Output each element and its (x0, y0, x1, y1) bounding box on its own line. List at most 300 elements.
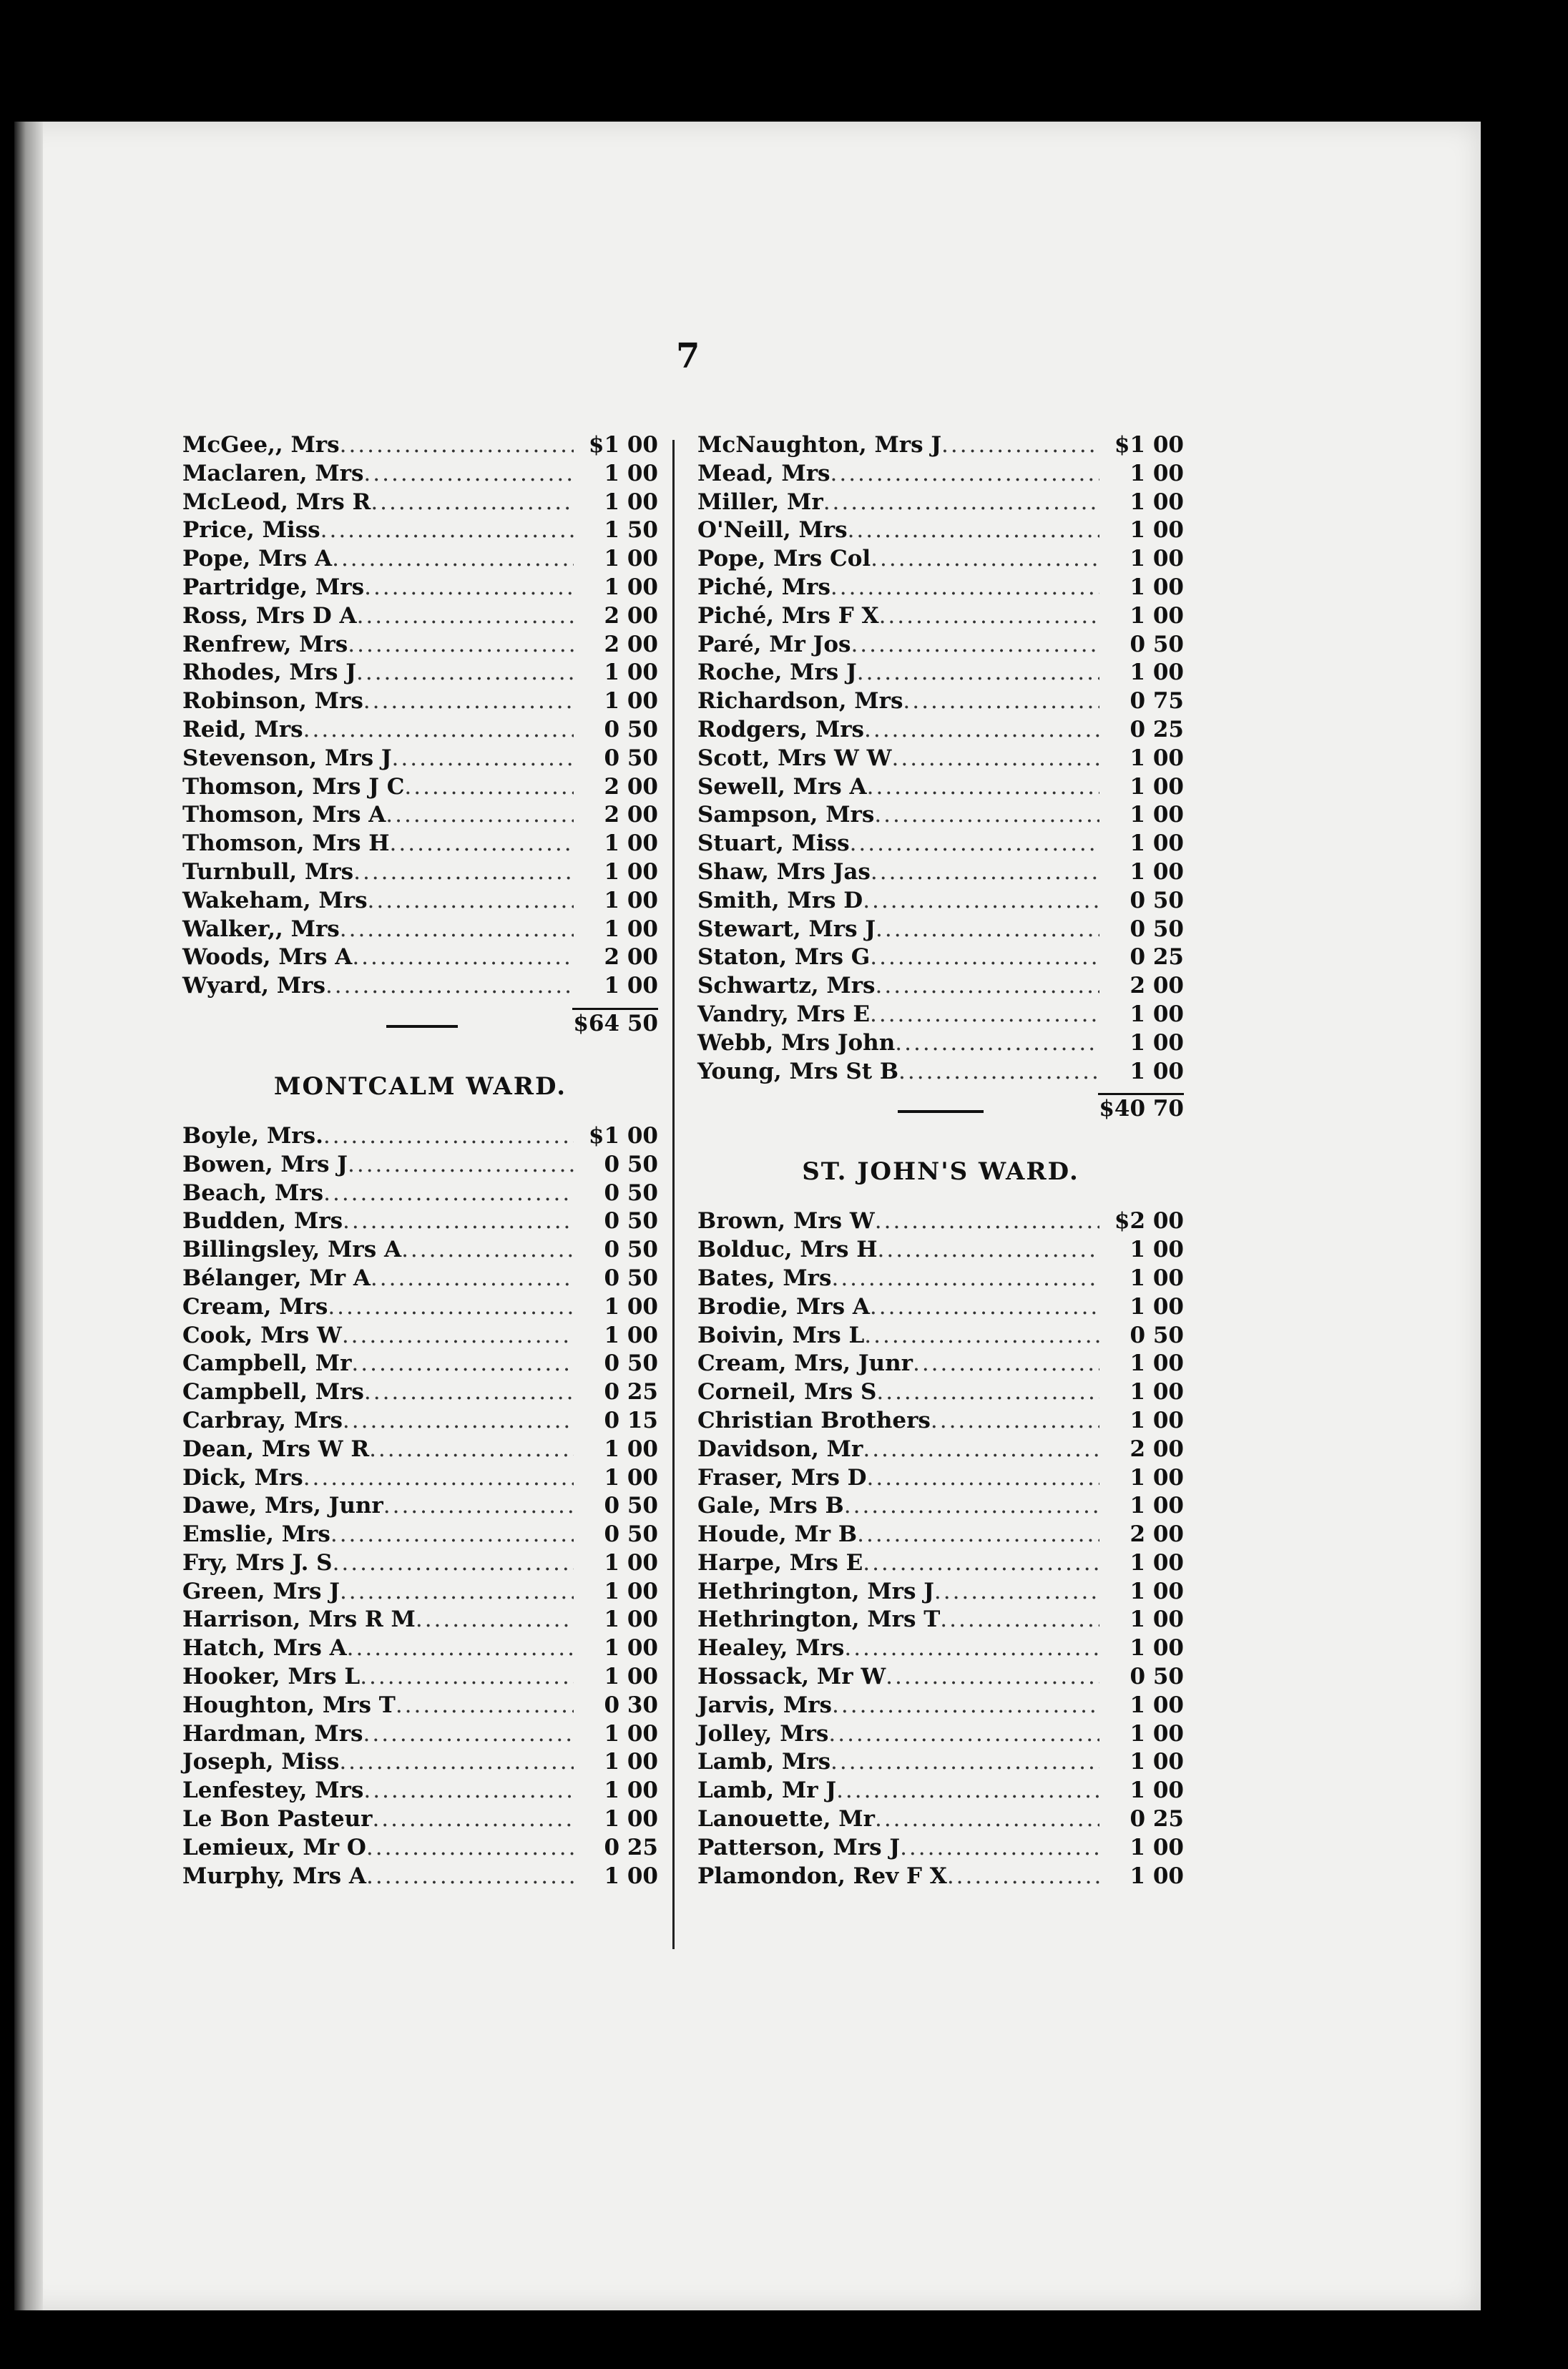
leader-dots (876, 1378, 1099, 1407)
list-entry (697, 1322, 1184, 1350)
entry-name: Murphy, Mrs A (182, 1863, 366, 1889)
list-entry (697, 916, 1184, 944)
leader-dots (343, 1407, 574, 1436)
entry-amount: 1 00 (604, 858, 658, 885)
list-entry (697, 1236, 1184, 1265)
entry-amount: 1 00 (1130, 1607, 1184, 1633)
entry-name: Rodgers, Mrs (697, 716, 864, 742)
entry-amount: 2 00 (604, 802, 658, 828)
list-entry (697, 972, 1184, 1001)
entry-name: Lamb, Mrs (697, 1749, 831, 1775)
list-entry (697, 1663, 1184, 1692)
total-rule (1098, 1093, 1184, 1095)
list-entry (182, 716, 658, 745)
leader-dots (320, 516, 574, 545)
leader-dots (871, 545, 1099, 574)
leader-dots (828, 1720, 1099, 1749)
entry-amount: 1 00 (1130, 574, 1184, 600)
entry-name: Gale, Mrs B (697, 1493, 844, 1519)
list-entry (182, 1692, 658, 1720)
entry-name: Campbell, Mrs (182, 1379, 364, 1406)
entry-name: Bélanger, Mr A (182, 1265, 371, 1291)
entry-amount: 1 00 (1130, 1863, 1184, 1889)
entry-name: Staton, Mrs G (697, 944, 871, 971)
entry-name: Emslie, Mrs (182, 1521, 330, 1548)
entry-amount: 0 50 (1130, 887, 1184, 913)
entry-name: Piché, Mrs (697, 574, 830, 600)
leader-dots (875, 1207, 1099, 1236)
list-entry (697, 1407, 1184, 1436)
entry-name: Pope, Mrs A (182, 546, 333, 572)
entry-name: Sewell, Mrs A (697, 773, 867, 800)
entry-amount: 1 00 (604, 916, 658, 942)
entry-amount: 0 25 (604, 1834, 658, 1860)
entry-amount: 1 00 (604, 1436, 658, 1462)
list-entry (182, 659, 658, 687)
list-entry (697, 489, 1184, 517)
entry-name: Harpe, Mrs E (697, 1549, 863, 1576)
list-entry (182, 773, 658, 802)
entry-amount: 1 00 (1130, 1749, 1184, 1775)
leader-dots (913, 1350, 1099, 1378)
entry-name: Corneil, Mrs S (697, 1379, 877, 1406)
entry-amount: 0 50 (604, 1493, 658, 1519)
entry-amount: 0 50 (604, 1151, 658, 1177)
entry-name: Le Bon Pasteur (182, 1806, 373, 1833)
entry-amount: 0 50 (604, 1521, 658, 1548)
entry-amount: 2 00 (1130, 973, 1184, 999)
entry-amount: 1 00 (604, 1322, 658, 1348)
list-entry (182, 516, 658, 545)
entry-name: Harrison, Mrs R M (182, 1607, 416, 1633)
list-entry (697, 1834, 1184, 1863)
right-section1-total: $40 70 (1099, 1096, 1184, 1122)
list-entry (182, 489, 658, 517)
entry-name: Shaw, Mrs Jas (697, 858, 871, 885)
entry-amount: 1 00 (1130, 1265, 1184, 1291)
leader-dots (416, 1606, 574, 1634)
entry-amount: 1 00 (604, 1806, 658, 1833)
entry-amount: 2 00 (1130, 1521, 1184, 1548)
leader-dots (895, 1029, 1099, 1058)
st-johns-ward-heading: ST. JOHN'S WARD. (802, 1157, 1079, 1187)
leader-dots (874, 801, 1099, 830)
list-entry (697, 1692, 1184, 1720)
entry-amount: 0 50 (604, 745, 658, 771)
entry-name: Brodie, Mrs A (697, 1293, 870, 1320)
entry-name: Hooker, Mrs L (182, 1664, 361, 1690)
leader-dots (830, 1748, 1099, 1777)
entry-name: Houghton, Mrs T (182, 1692, 396, 1718)
entry-amount: 1 00 (1130, 1350, 1184, 1377)
entry-name: Bowen, Mrs J (182, 1151, 348, 1177)
leader-dots (947, 1863, 1099, 1891)
list-entry (697, 1720, 1184, 1749)
entry-name: Brown, Mrs W (697, 1208, 875, 1235)
entry-amount: 0 50 (1130, 916, 1184, 942)
leader-dots (864, 1322, 1099, 1350)
list-entry (182, 916, 658, 944)
entry-name: Lamb, Mr J (697, 1777, 837, 1804)
list-entry (182, 1748, 658, 1777)
leader-dots (850, 830, 1099, 858)
entry-amount: 1 00 (604, 489, 658, 515)
entry-amount: 1 00 (1130, 1635, 1184, 1662)
entry-amount: 1 00 (1130, 1834, 1184, 1860)
entry-amount: 0 50 (604, 1350, 658, 1377)
entry-amount: 1 00 (1130, 1029, 1184, 1056)
entry-amount: 1 00 (604, 1635, 658, 1662)
leader-dots (363, 1777, 574, 1805)
list-entry (182, 1606, 658, 1634)
list-entry (697, 801, 1184, 830)
list-entry (182, 943, 658, 972)
entry-amount: 0 30 (604, 1692, 658, 1718)
entry-name: Plamondon, Rev F X (697, 1863, 947, 1889)
entry-amount: 0 50 (1130, 1664, 1184, 1690)
leader-dots (863, 1549, 1099, 1578)
entry-amount: 1 00 (1130, 460, 1184, 486)
leader-dots (875, 1805, 1099, 1834)
list-entry (697, 1029, 1184, 1058)
entry-amount: 0 25 (1130, 944, 1184, 971)
leader-dots (371, 1265, 574, 1293)
leader-dots (863, 887, 1099, 916)
leader-dots (823, 489, 1099, 517)
entry-name: Roche, Mrs J (697, 659, 857, 686)
leader-dots (340, 1578, 574, 1607)
list-entry (182, 1834, 658, 1863)
entry-name: Stewart, Mrs J (697, 916, 876, 942)
list-entry (697, 1001, 1184, 1029)
list-entry (697, 1378, 1184, 1407)
entry-amount: 1 00 (1130, 602, 1184, 629)
list-entry (697, 687, 1184, 716)
entry-amount: 1 00 (1130, 830, 1184, 857)
list-entry (182, 745, 658, 773)
entry-name: Walker,, Mrs (182, 916, 340, 942)
entry-name: McLeod, Mrs R (182, 489, 371, 515)
leader-dots (363, 460, 574, 489)
list-entry (182, 1265, 658, 1293)
entry-name: Dean, Mrs W R (182, 1436, 370, 1462)
leader-dots (351, 1350, 574, 1378)
entry-amount: 1 00 (1130, 489, 1184, 515)
entry-name: Young, Mrs St B (697, 1058, 899, 1084)
entry-name: Stevenson, Mrs J (182, 745, 392, 771)
entry-name: Schwartz, Mrs (697, 973, 876, 999)
entry-name: Green, Mrs J (182, 1578, 340, 1604)
entry-amount: 1 00 (1130, 1493, 1184, 1519)
leader-dots (325, 972, 574, 1001)
list-entry (697, 1578, 1184, 1607)
leader-dots (392, 745, 574, 773)
leader-dots (863, 1436, 1099, 1464)
entry-name: O'Neill, Mrs (697, 517, 848, 544)
leader-dots (940, 1606, 1099, 1634)
entry-name: Patterson, Mrs J (697, 1834, 901, 1860)
leader-dots (864, 716, 1099, 745)
leader-dots (364, 1378, 574, 1407)
entry-amount: 1 00 (604, 1578, 658, 1604)
leader-dots (844, 1492, 1099, 1521)
leader-dots (330, 1521, 574, 1549)
list-entry (182, 1464, 658, 1493)
list-entry (182, 1350, 658, 1378)
list-entry (182, 1179, 658, 1208)
list-entry (697, 1777, 1184, 1805)
leader-dots (340, 916, 574, 944)
leader-dots (303, 716, 574, 745)
entry-name: Boivin, Mrs L (697, 1322, 865, 1348)
entry-name: Woods, Mrs A (182, 944, 353, 971)
entry-amount: $1 00 (588, 432, 658, 458)
entry-name: Robinson, Mrs (182, 688, 363, 715)
list-entry (182, 431, 658, 460)
entry-name: Hardman, Mrs (182, 1720, 363, 1747)
entry-amount: 0 50 (604, 1265, 658, 1291)
entry-name: Lenfestey, Mrs (182, 1777, 364, 1804)
list-entry (182, 1777, 658, 1805)
total-rule (572, 1008, 658, 1010)
leader-dots (340, 431, 574, 460)
entry-name: Fraser, Mrs D (697, 1464, 867, 1491)
entry-amount: 0 25 (1130, 716, 1184, 742)
entry-name: Thomson, Mrs H (182, 830, 390, 857)
entry-amount: $1 00 (1114, 432, 1184, 458)
entry-amount: 1 00 (1130, 1692, 1184, 1718)
entry-name: Billingsley, Mrs A (182, 1237, 402, 1263)
entry-name: Partridge, Mrs (182, 574, 365, 600)
entry-amount: 1 00 (604, 830, 658, 857)
entry-name: McGee,, Mrs (182, 432, 340, 458)
left-column (182, 431, 658, 1890)
entry-amount: 1 00 (604, 1720, 658, 1747)
list-entry (697, 887, 1184, 916)
leader-dots (342, 1322, 574, 1350)
leader-dots (934, 1578, 1099, 1607)
entry-amount: 0 25 (1130, 1806, 1184, 1833)
st-johns-list (697, 1207, 1184, 1890)
list-entry (697, 431, 1184, 460)
list-entry (182, 1207, 658, 1236)
list-entry (697, 1058, 1184, 1087)
leader-dots (332, 545, 574, 574)
entry-name: Maclaren, Mrs (182, 460, 364, 486)
leader-dots (836, 1777, 1099, 1805)
entry-amount: 1 00 (604, 1863, 658, 1889)
entry-name: Cream, Mrs, Junr (697, 1350, 913, 1377)
list-entry (697, 545, 1184, 574)
leader-dots (371, 489, 574, 517)
entry-amount: 1 00 (1130, 517, 1184, 544)
list-entry (697, 1350, 1184, 1378)
column-divider (672, 440, 675, 1949)
entry-name: Lemieux, Mr O (182, 1834, 366, 1860)
list-entry (182, 1378, 658, 1407)
entry-amount: 1 00 (1130, 1464, 1184, 1491)
entry-name: Vandry, Mrs E (697, 1001, 870, 1027)
entry-amount: 0 50 (604, 1237, 658, 1263)
leader-dots (404, 773, 574, 802)
entry-name: Renfrew, Mrs (182, 631, 348, 657)
leader-dots (857, 659, 1099, 687)
entry-name: Houde, Mr B (697, 1521, 858, 1548)
page-number: 7 (676, 336, 700, 376)
list-entry (697, 1207, 1184, 1236)
entry-amount: 1 00 (1130, 745, 1184, 771)
list-entry (182, 830, 658, 858)
leader-dots (867, 773, 1099, 802)
entry-amount: 1 00 (1130, 1777, 1184, 1804)
leader-dots (931, 1407, 1099, 1436)
entry-name: Christian Brothers (697, 1407, 931, 1433)
leader-dots (368, 887, 574, 916)
entry-amount: 1 00 (1130, 546, 1184, 572)
entry-amount: 1 00 (604, 688, 658, 715)
entry-amount: 1 00 (1130, 773, 1184, 800)
right-section1-list (697, 431, 1184, 1086)
entry-amount: 1 00 (604, 460, 658, 486)
entry-name: Beach, Mrs (182, 1179, 324, 1206)
list-entry (182, 1720, 658, 1749)
total-dash (898, 1110, 984, 1113)
entry-name: Bolduc, Mrs H (697, 1237, 878, 1263)
leader-dots (903, 687, 1099, 716)
list-entry (697, 1436, 1184, 1464)
leader-dots (303, 1464, 574, 1493)
list-entry (697, 1805, 1184, 1834)
entry-amount: 0 50 (604, 1208, 658, 1235)
leader-dots (366, 1863, 574, 1891)
entry-name: Cook, Mrs W (182, 1322, 342, 1348)
entry-name: Dawe, Mrs, Junr (182, 1493, 383, 1519)
entry-name: Rhodes, Mrs J (182, 659, 356, 686)
leader-dots (898, 1058, 1099, 1087)
entry-name: Fry, Mrs J. S (182, 1549, 333, 1576)
entry-amount: $2 00 (1114, 1208, 1184, 1235)
entry-amount: 1 00 (1130, 1293, 1184, 1320)
left-section1-total: $64 50 (573, 1010, 658, 1036)
leader-dots (396, 1692, 574, 1720)
leader-dots (886, 1663, 1099, 1692)
leader-dots (383, 1492, 574, 1521)
entry-amount: $1 00 (588, 1122, 658, 1149)
leader-dots (363, 687, 574, 716)
list-entry (182, 887, 658, 916)
entry-name: Bates, Mrs (697, 1265, 832, 1291)
list-entry (182, 574, 658, 602)
leader-dots (366, 1834, 574, 1863)
list-entry (182, 687, 658, 716)
list-entry (182, 1549, 658, 1578)
list-entry (182, 1634, 658, 1663)
entry-name: Hethrington, Mrs T (697, 1607, 941, 1633)
entry-amount: 1 00 (1130, 1237, 1184, 1263)
list-entry (697, 716, 1184, 745)
entry-amount: 1 00 (604, 659, 658, 686)
left-section1-list (182, 431, 658, 1001)
entry-name: Lanouette, Mr (697, 1806, 875, 1833)
list-entry (182, 1151, 658, 1179)
list-entry (182, 1863, 658, 1891)
entry-amount: 0 25 (604, 1379, 658, 1406)
list-entry (697, 574, 1184, 602)
entry-name: Jarvis, Mrs (697, 1692, 833, 1718)
entry-amount: 1 00 (604, 1293, 658, 1320)
leader-dots (879, 602, 1099, 631)
list-entry (182, 1521, 658, 1549)
list-entry (697, 516, 1184, 545)
entry-amount: 1 00 (604, 1777, 658, 1804)
leader-dots (941, 431, 1099, 460)
left-section1-total-row (182, 1001, 658, 1051)
list-entry (182, 1805, 658, 1834)
list-entry (182, 1407, 658, 1436)
entry-amount: 1 00 (604, 1607, 658, 1633)
list-entry (697, 659, 1184, 687)
entry-amount: 0 50 (1130, 1322, 1184, 1348)
leader-dots (876, 916, 1099, 944)
entry-amount: 2 00 (604, 602, 658, 629)
entry-amount: 1 00 (604, 1664, 658, 1690)
leader-dots (357, 602, 574, 631)
list-entry (697, 1492, 1184, 1521)
entry-amount: 1 00 (604, 546, 658, 572)
entry-amount: 1 00 (604, 1549, 658, 1576)
leader-dots (870, 1001, 1099, 1029)
book-spine (14, 122, 43, 2310)
leader-dots (369, 1436, 574, 1464)
entry-name: Reid, Mrs (182, 716, 303, 742)
entry-name: Miller, Mr (697, 489, 823, 515)
entry-amount: 1 00 (1130, 1001, 1184, 1027)
leader-dots (348, 1151, 574, 1179)
entry-name: Thomson, Mrs A (182, 802, 386, 828)
entry-amount: 2 00 (604, 773, 658, 800)
leader-dots (831, 1265, 1099, 1293)
leader-dots (348, 631, 574, 659)
entry-name: Dick, Mrs (182, 1464, 303, 1491)
entry-name: Healey, Mrs (697, 1635, 845, 1662)
entry-name: Budden, Mrs (182, 1208, 343, 1235)
entry-amount: 1 00 (1130, 1058, 1184, 1084)
list-entry (182, 1578, 658, 1607)
leader-dots (832, 1692, 1099, 1720)
entry-name: Richardson, Mrs (697, 688, 903, 715)
entry-amount: 1 00 (1130, 659, 1184, 686)
list-entry (697, 773, 1184, 802)
list-entry (182, 1122, 658, 1151)
entry-amount: 1 00 (604, 887, 658, 913)
entry-amount: 0 75 (1130, 688, 1184, 715)
leader-dots (343, 1207, 574, 1236)
entry-amount: 1 00 (1130, 802, 1184, 828)
right-column (697, 431, 1184, 1890)
entry-name: Piché, Mrs F X (697, 602, 879, 629)
entry-name: Davidson, Mr (697, 1436, 863, 1462)
entry-name: Hatch, Mrs A (182, 1635, 347, 1662)
entry-amount: 2 00 (1130, 1436, 1184, 1462)
entry-name: Jolley, Mrs (697, 1720, 829, 1747)
total-dash (386, 1025, 458, 1028)
entry-name: Carbray, Mrs (182, 1407, 343, 1433)
leader-dots (339, 1748, 574, 1777)
list-entry (697, 1748, 1184, 1777)
leader-dots (876, 972, 1099, 1001)
montcalm-list (182, 1122, 658, 1891)
list-entry (182, 1663, 658, 1692)
